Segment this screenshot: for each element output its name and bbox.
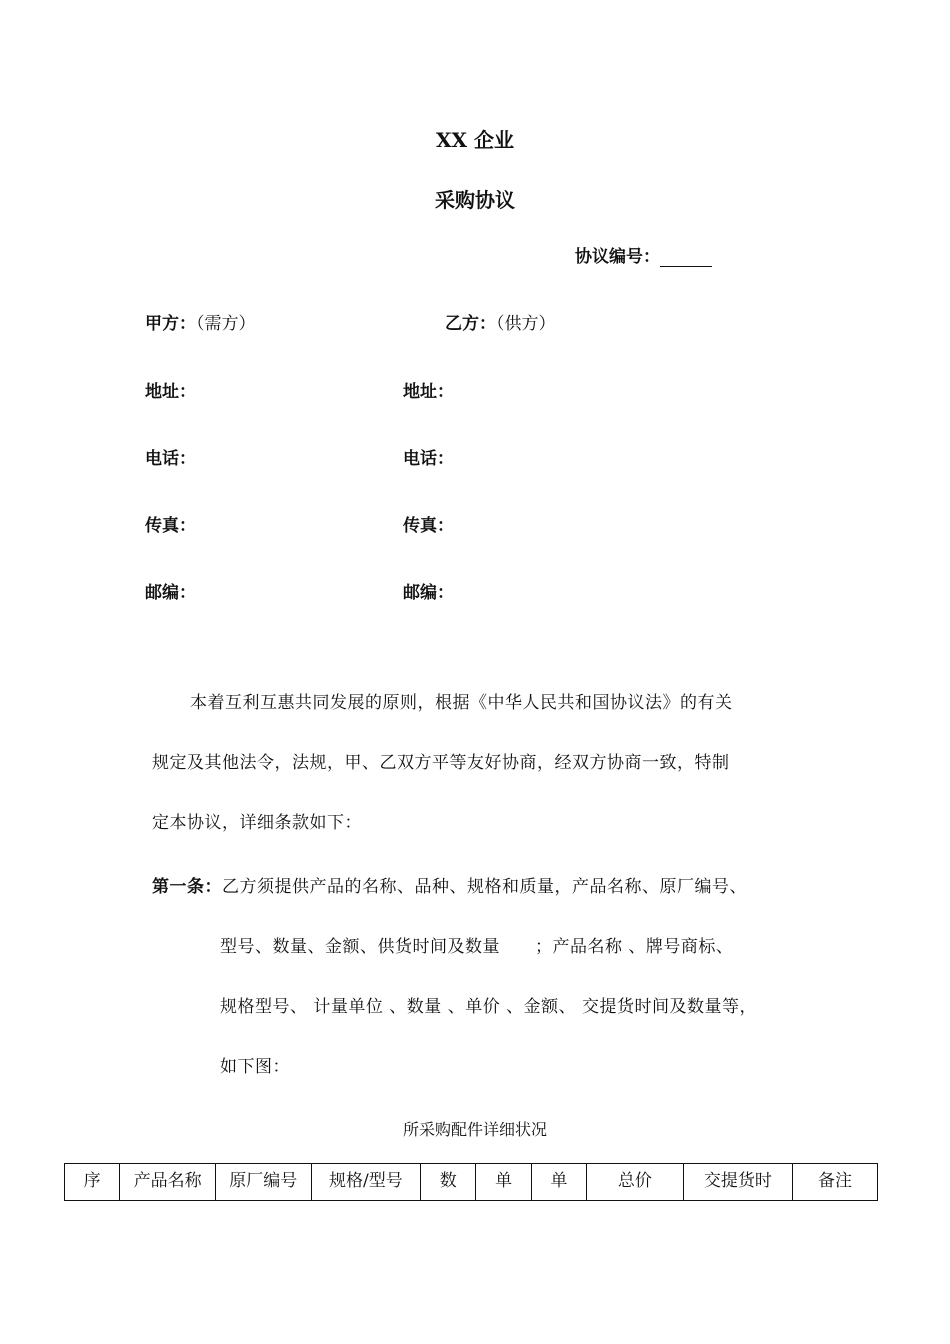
- party-b-fax-label: 传真：: [403, 516, 454, 536]
- party-a-label: 甲方：: [145, 314, 196, 334]
- party-b-role: （供方）: [496, 314, 556, 334]
- agreement-number-blank: [660, 248, 712, 267]
- table-header-cell: 总价: [587, 1164, 684, 1201]
- table-header-cell: 单: [531, 1164, 586, 1201]
- table-header-cell: 数: [421, 1164, 476, 1201]
- parts-table: [64, 1163, 878, 1201]
- document-title: 采购协议: [435, 188, 515, 212]
- party-b-phone-label: 电话：: [403, 449, 454, 469]
- agreement-number-label: 协议编号：: [575, 247, 660, 267]
- party-b-label: 乙方：: [445, 314, 496, 334]
- intro-line-3: 定本协议，详细条款如下：: [152, 813, 362, 833]
- article-1-line-4: 如下图：: [220, 1057, 290, 1077]
- table-header-cell: 交提货时: [683, 1164, 792, 1201]
- article-1-text-1: 乙方须提供产品的名称、品种、规格和质量，产品名称、原厂编号、: [222, 877, 747, 897]
- table-header-cell: 备注: [793, 1164, 878, 1201]
- table-header-cell: 单: [476, 1164, 531, 1201]
- article-1-line-3: 规格型号、 计量单位 、数量 、单价 、金额、 交提货时间及数量等，: [220, 997, 758, 1017]
- party-a-postcode-label: 邮编：: [145, 583, 196, 603]
- table-header-cell: 原厂编号: [215, 1164, 311, 1201]
- party-b-address-label: 地址：: [403, 382, 454, 402]
- party-a-phone-label: 电话：: [145, 449, 196, 469]
- agreement-number: [575, 242, 712, 267]
- party-b-postcode-label: 邮编：: [403, 583, 454, 603]
- article-1-label: 第一条：: [152, 877, 222, 897]
- intro-line-1: 本着互利互惠共同发展的原则，根据《中华人民共和国协议法》的有关: [190, 693, 733, 713]
- article-1-line-2: 型号、数量、金额、供货时间及数量 ；产品名称 、牌号商标、: [220, 937, 734, 957]
- intro-line-2: 规定及其他法令，法规，甲、乙双方平等友好协商，经双方协商一致，特制: [152, 753, 730, 773]
- table-header-cell: 序: [65, 1164, 120, 1201]
- company-title: XX 企业: [436, 128, 514, 152]
- table-header-row: [65, 1164, 878, 1201]
- table-caption: 所采购配件详细状况: [402, 1120, 547, 1139]
- party-a-fax-label: 传真：: [145, 516, 196, 536]
- party-a-address-label: 地址：: [145, 382, 196, 402]
- table-header-cell: 规格/型号: [311, 1164, 420, 1201]
- party-a: [145, 309, 256, 334]
- party-b: [445, 309, 556, 334]
- article-1-line-1: [152, 872, 747, 897]
- table-header-cell: 产品名称: [120, 1164, 216, 1201]
- party-a-role: （需方）: [196, 314, 256, 334]
